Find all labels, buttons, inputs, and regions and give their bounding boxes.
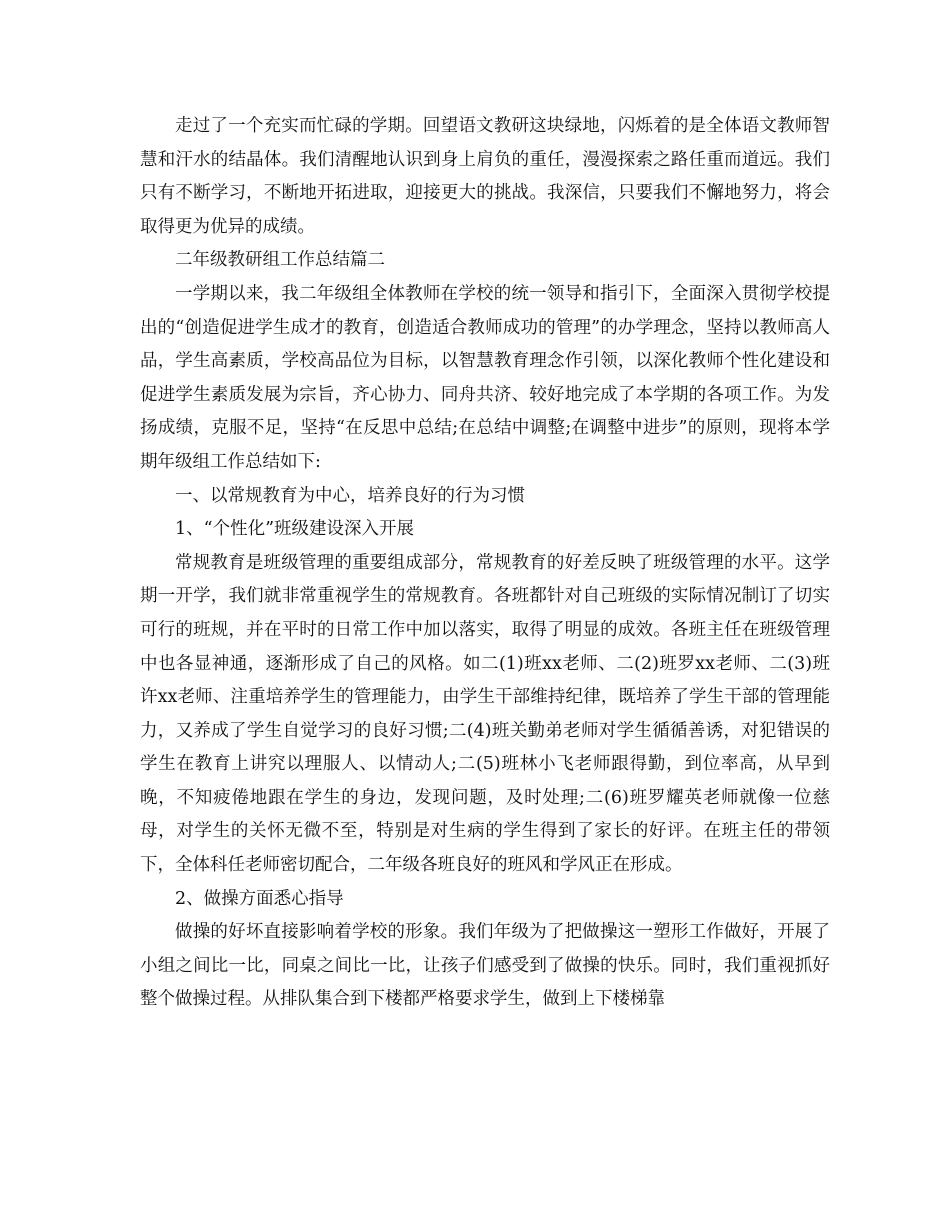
heading-part-one: 一、以常规教育为中心，培养良好的行为习惯 bbox=[175, 485, 525, 506]
paragraph-intro: 一学期以来，我二年级组全体教师在学校的统一领导和指引下，全面深入贯彻学校提出的“创造促进学生成才的教育，创造适合教师成功的管理”的办学理念，坚持以教师高人品，学生高素质，学校高品位为目标，以智慧教育理念作引领，以深化教师个性化建设和促进学生素质发展为宗旨，齐心协力、同舟共济、较好地完成了本学期的各项工作。为发扬成绩，克服不足，坚持“在反思中总结;在总结中调整;在调整中进步”的原则，现将本学期年级组工作总结如下: bbox=[140, 283, 830, 472]
heading-item-one: 1、“个性化”班级建设深入开展 bbox=[175, 519, 415, 540]
document-body bbox=[140, 110, 830, 1017]
paragraph-summary-closing: 走过了一个充实而忙碌的学期。回望语文教研这块绿地，闪烁着的是全体语文教师智慧和汗水的结晶体。我们清醒地认识到身上肩负的重任，漫漫探索之路任重而道远。我们只有不断学习，不断地开拓进取，迎接更大的挑战。我深信，只要我们不懈地努力，将会取得更为优异的成绩。 bbox=[140, 116, 830, 237]
heading-item-two: 2、做操方面悉心指导 bbox=[175, 888, 344, 909]
paragraph-class-building: 常规教育是班级管理的重要组成部分，常规教育的好差反映了班级管理的水平。这学期一开学，我们就非常重视学生的常规教育。各班都针对自己班级的实际情况制订了切实可行的班规，并在平时的日常工作中加以落实，取得了明显的成效。各班主任在班级管理中也各显神通，逐渐形成了自己的风格。如二(1)班xx老师、二(2)班罗xx老师、二(3)班许xx老师、注重培养学生的管理能力，由学生干部维持纪律，既培养了学生干部的管理能力，又养成了学生自觉学习的良好习惯;二(4)班关勤弟老师对学生循循善诱，对犯错误的学生在教育上讲究以理服人、以情动人;二(5)班林小飞老师跟得勤，到位率高，从早到晚，不知疲倦地跟在学生的身边，发现问题，及时处理;二(6)班罗耀英老师就像一位慈母，对学生的关怀无微不至，特别是对生病的学生得到了家长的好评。在班主任的带领下，全体科任老师密切配合，二年级各班良好的班风和学风正在形成。 bbox=[140, 552, 830, 876]
section-title: 二年级教研组工作总结篇二 bbox=[175, 250, 385, 271]
paragraph-exercise: 做操的好坏直接影响着学校的形象。我们年级为了把做操这一塑形工作做好，开展了小组之间比一比，同桌之间比一比，让孩子们感受到了做操的快乐。同时，我们重视抓好整个做操过程。从排队集合到下楼都严格要求学生，做到上下楼梯靠 bbox=[140, 922, 830, 1010]
